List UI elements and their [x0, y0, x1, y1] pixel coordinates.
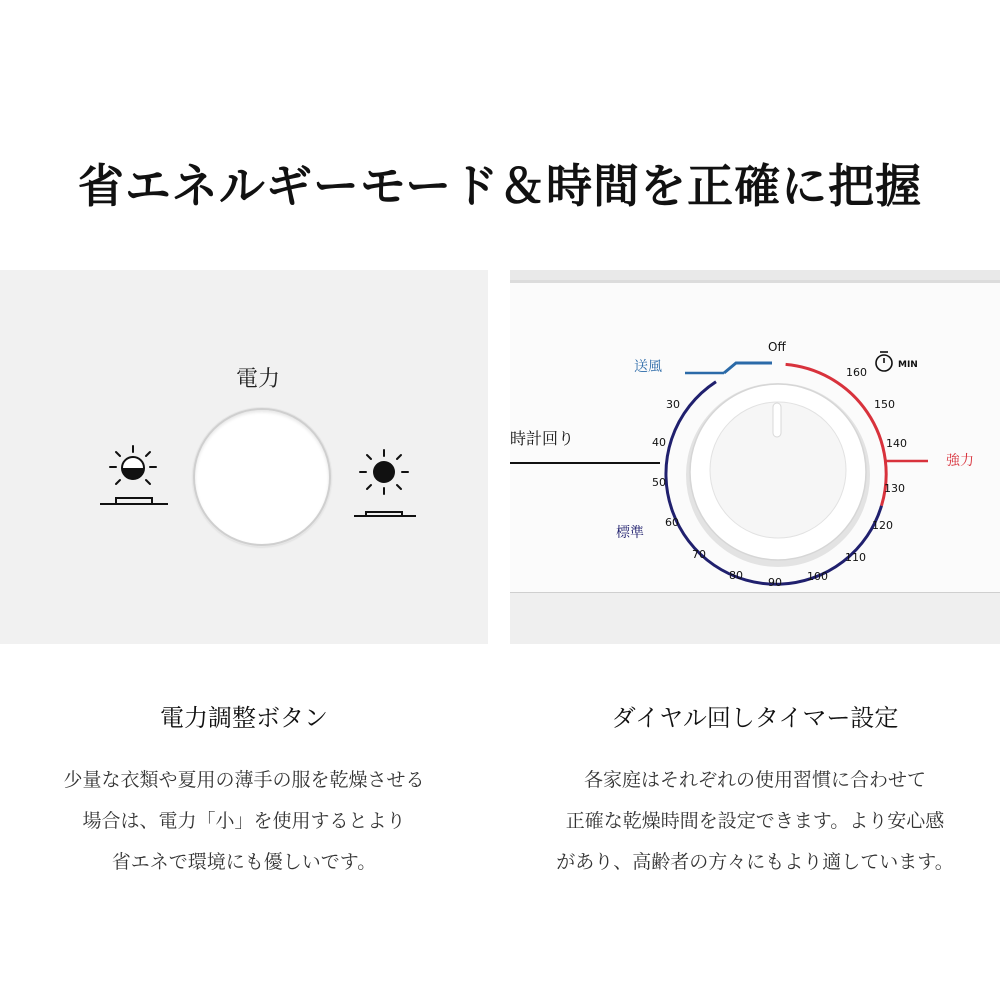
power-caption-title: 電力調整ボタン: [160, 704, 328, 732]
strong-label: 強力: [946, 453, 974, 469]
clockwise-label: 時計回り: [510, 429, 575, 448]
power-description: [0, 760, 488, 883]
tick-160: 160: [846, 366, 867, 379]
power-button[interactable]: [193, 408, 331, 546]
tick-80: 80: [729, 569, 743, 582]
tick-50: 50: [652, 476, 666, 489]
tick-130: 130: [884, 482, 905, 495]
timer-caption-title: ダイヤル回しタイマー設定: [611, 704, 899, 732]
tick-70: 70: [692, 548, 706, 561]
timer-panel-photo: [510, 270, 1000, 644]
description-line: 省エネで環境にも優しいです。: [111, 851, 377, 873]
page-title: 省エネルギーモード＆時間を正確に把握: [77, 159, 923, 213]
tick-40: 40: [652, 436, 666, 449]
timer-description: [510, 760, 1000, 883]
description-line: 正確な乾燥時間を設定できます。より安心感: [565, 810, 945, 832]
tick-150: 150: [874, 398, 895, 411]
tick-110: 110: [845, 551, 866, 564]
description-line: 各家庭はそれぞれの使用習慣に合わせて: [583, 769, 926, 791]
tick-60: 60: [665, 516, 679, 529]
description-line: 場合は、電力「小」を使用するとより: [82, 810, 406, 832]
power-panel-photo: [0, 270, 488, 644]
description-line: があり、高齢者の方々にもより適しています。: [556, 851, 954, 873]
min-label: MIN: [898, 360, 918, 370]
tick-90: 90: [768, 576, 782, 589]
timer-dial-graphic: [510, 270, 1000, 644]
description-line: 少量な衣類や夏用の薄手の服を乾燥させる: [63, 769, 425, 791]
power-label: 電力: [235, 367, 280, 392]
sun-full-icon: [350, 448, 434, 532]
standard-label: 標準: [616, 525, 644, 541]
tick-140: 140: [886, 437, 907, 450]
timer-dial-knob[interactable]: [690, 384, 866, 560]
tick-30: 30: [666, 398, 680, 411]
fan-label: 送風: [634, 359, 662, 375]
sun-half-icon: [96, 440, 180, 524]
tick-100: 100: [807, 570, 828, 583]
off-label: Off: [768, 340, 786, 354]
tick-120: 120: [872, 519, 893, 532]
